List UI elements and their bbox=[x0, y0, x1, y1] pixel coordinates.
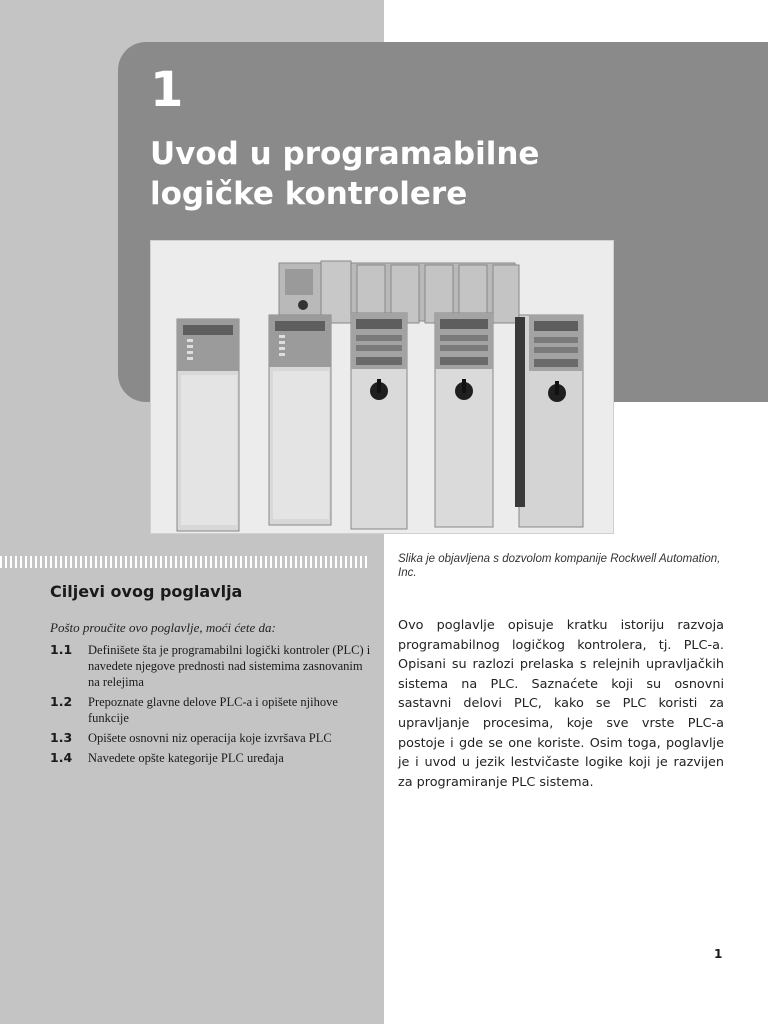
objective-text: Definišete šta je programabilni logički kontroler (PLC) i navedete njegove prednosti nad sistemima zasnovanim na relejima bbox=[88, 643, 371, 689]
objective-item bbox=[50, 750, 376, 766]
objective-item bbox=[50, 730, 376, 746]
chapter-title: Uvod u programabilne logičke kontrolere bbox=[150, 136, 540, 212]
plc-modules-photo bbox=[150, 240, 614, 534]
objectives-intro: Pošto proučite ovo poglavlje, moći ćete da: bbox=[50, 620, 276, 635]
page-number: 1 bbox=[714, 947, 723, 961]
objective-item bbox=[50, 642, 376, 690]
chapter-intro-paragraph: Ovo poglavlje opisuje kratku istoriju razvoja programabilnog logičkog kontrolera, tj. PLC-a. Opisani su razlozi prelaska s relejnih upravljačkih sistema na PLC. Saznaćete koji su osnovni sastavni delovi PLC, kako se PLC koristi za upravljanje procesima, koje sve vrste PLC-a postoje i gde se one koriste. Osim toga, poglavlje je i uvod u jezik lestvičaste logike koji je razvijen za programiranje PLC sistema. bbox=[398, 618, 724, 790]
objective-text: Prepoznate glavne delove PLC-a i opišete njihove funkcije bbox=[88, 695, 338, 725]
objective-number: 1.3 bbox=[50, 730, 73, 745]
chapter-number: 1 bbox=[150, 62, 185, 118]
figure-caption: Slika je objavljena s dozvolom kompanije Rockwell Automation, Inc. bbox=[398, 553, 721, 579]
objective-number: 1.2 bbox=[50, 694, 73, 709]
objective-text: Opišete osnovni niz operacija koje izvršava PLC bbox=[88, 731, 332, 745]
objectives-heading: Ciljevi ovog poglavlja bbox=[50, 582, 243, 601]
objective-item bbox=[50, 694, 376, 726]
objectives-list bbox=[50, 642, 376, 770]
objective-number: 1.1 bbox=[50, 642, 73, 657]
decorative-dash-rule bbox=[0, 556, 368, 568]
objective-number: 1.4 bbox=[50, 750, 73, 765]
objective-text: Navedete opšte kategorije PLC uređaja bbox=[88, 751, 284, 765]
